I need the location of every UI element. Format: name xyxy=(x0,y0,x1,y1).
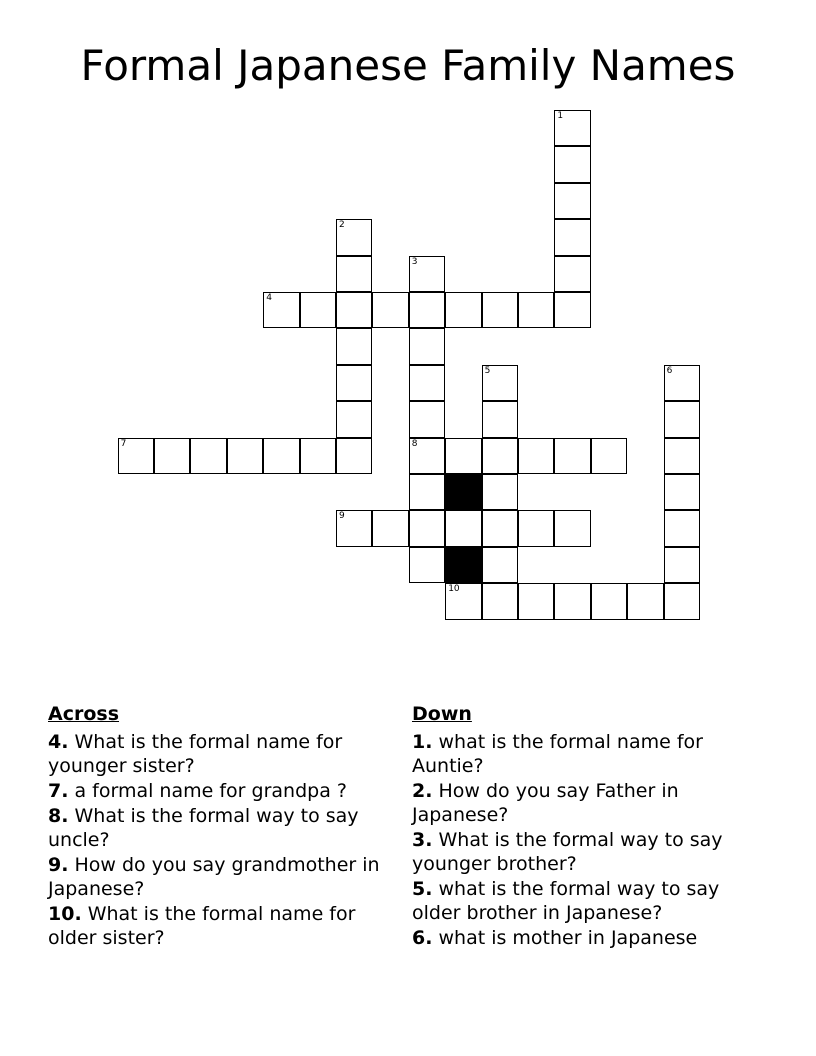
cell-number: 4 xyxy=(266,293,272,303)
clue-text: How do you say Father in Japanese? xyxy=(412,780,679,826)
grid-cell[interactable] xyxy=(664,583,700,619)
grid-cell[interactable] xyxy=(627,583,663,619)
clue-number: 8. xyxy=(48,805,69,827)
clue-number: 3. xyxy=(412,829,433,851)
grid-cell[interactable] xyxy=(591,438,627,474)
down-clue xyxy=(412,779,764,827)
grid-cell[interactable] xyxy=(336,365,372,401)
clue-text: what is the formal way to say older brother in Japanese? xyxy=(412,878,720,924)
grid-cell[interactable] xyxy=(554,438,590,474)
across-clue xyxy=(48,730,400,778)
grid-cell[interactable] xyxy=(554,183,590,219)
grid-cell[interactable] xyxy=(336,292,372,328)
cell-number: 3 xyxy=(411,256,418,267)
grid-cell[interactable] xyxy=(482,474,518,510)
grid-cell[interactable] xyxy=(445,292,481,328)
cell-number: 5 xyxy=(484,365,491,376)
black-cell xyxy=(445,474,481,510)
grid-cell[interactable] xyxy=(482,365,518,401)
grid-cell[interactable] xyxy=(336,401,372,437)
clue-number: 6. xyxy=(412,927,433,949)
grid-cell[interactable] xyxy=(190,438,226,474)
grid-cell[interactable] xyxy=(482,583,518,619)
puzzle-title: Formal Japanese Family Names xyxy=(80,41,736,90)
clue-text: What is the formal way to say uncle? xyxy=(48,805,359,851)
grid-cell[interactable] xyxy=(554,146,590,182)
grid-cell[interactable] xyxy=(372,292,408,328)
grid-cell[interactable] xyxy=(554,219,590,255)
clue-number: 1. xyxy=(412,731,433,753)
across-clue xyxy=(48,804,400,852)
grid-cell[interactable] xyxy=(591,583,627,619)
grid-cell[interactable] xyxy=(227,438,263,474)
grid-cell[interactable] xyxy=(554,256,590,292)
grid-cell[interactable] xyxy=(409,547,445,583)
clue-number: 2. xyxy=(412,780,433,802)
grid-cell[interactable] xyxy=(518,583,554,619)
across-clue xyxy=(48,902,400,950)
clue-text: what is the formal name for Auntie? xyxy=(412,731,703,777)
grid-cell[interactable] xyxy=(482,292,518,328)
grid-cell[interactable] xyxy=(336,510,372,546)
grid-cell[interactable] xyxy=(409,438,445,474)
grid-cell[interactable] xyxy=(409,401,445,437)
grid-cell[interactable] xyxy=(482,401,518,437)
cell-number: 7 xyxy=(120,438,127,449)
grid-cell[interactable] xyxy=(263,438,299,474)
down-clue xyxy=(412,828,764,876)
grid-cell[interactable] xyxy=(664,401,700,437)
down-heading: Down xyxy=(412,703,472,725)
grid-cell[interactable] xyxy=(336,256,372,292)
grid-cell[interactable] xyxy=(445,438,481,474)
clue-text: what is mother in Japanese xyxy=(432,927,698,949)
grid-cell[interactable] xyxy=(409,474,445,510)
cell-number: 6 xyxy=(666,365,673,376)
grid-cell[interactable] xyxy=(482,438,518,474)
clue-text: What is the formal name for younger sister? xyxy=(48,731,343,777)
grid-cell[interactable] xyxy=(263,292,299,328)
down-clue xyxy=(412,877,764,925)
grid-cell[interactable] xyxy=(554,292,590,328)
grid-cell[interactable] xyxy=(664,547,700,583)
clue-number: 5. xyxy=(412,878,433,900)
grid-cell[interactable] xyxy=(154,438,190,474)
black-cell xyxy=(445,547,481,583)
clue-number: 7. xyxy=(48,780,69,802)
grid-cell[interactable] xyxy=(664,510,700,546)
grid-cell[interactable] xyxy=(518,438,554,474)
clue-text: What is the formal way to say younger brother? xyxy=(412,829,723,875)
grid-cell[interactable] xyxy=(554,510,590,546)
cell-number: 10 xyxy=(448,584,460,595)
across-clue xyxy=(48,853,400,901)
grid-cell[interactable] xyxy=(336,438,372,474)
grid-cell[interactable] xyxy=(518,292,554,328)
cell-number: 9 xyxy=(339,511,345,522)
down-clue xyxy=(412,926,764,950)
grid-cell[interactable] xyxy=(336,219,372,255)
grid-cell[interactable] xyxy=(409,328,445,364)
grid-cell[interactable] xyxy=(445,510,481,546)
cell-number: 2 xyxy=(339,220,345,231)
down-clues xyxy=(412,702,764,951)
grid-cell[interactable] xyxy=(409,510,445,546)
grid-cell[interactable] xyxy=(409,256,445,292)
grid-cell[interactable] xyxy=(409,365,445,401)
clue-number: 9. xyxy=(48,854,69,876)
down-clue xyxy=(412,730,764,778)
grid-cell[interactable] xyxy=(409,292,445,328)
grid-cell[interactable] xyxy=(664,365,700,401)
across-clue-list xyxy=(48,730,400,950)
clue-number: 4. xyxy=(48,731,69,753)
grid-cell[interactable] xyxy=(482,510,518,546)
across-clue xyxy=(48,779,400,803)
grid-cell[interactable] xyxy=(482,547,518,583)
grid-cell[interactable] xyxy=(445,583,481,619)
down-clue-list xyxy=(412,730,764,950)
clue-text: How do you say grandmother in Japanese? xyxy=(48,854,380,900)
cell-number: 1 xyxy=(557,111,564,121)
grid-cell[interactable] xyxy=(554,110,590,146)
grid-cell[interactable] xyxy=(300,292,336,328)
grid-cell[interactable] xyxy=(118,438,154,474)
grid-cell[interactable] xyxy=(664,438,700,474)
clue-text: a formal name for grandpa ? xyxy=(68,780,347,802)
clue-number: 10. xyxy=(48,903,82,925)
grid-cell[interactable] xyxy=(664,474,700,510)
across-heading: Across xyxy=(48,703,120,725)
cell-number: 8 xyxy=(411,438,418,449)
grid-cell[interactable] xyxy=(336,328,372,364)
grid-cell[interactable] xyxy=(300,438,336,474)
grid-cell[interactable] xyxy=(554,583,590,619)
grid-cell[interactable] xyxy=(518,510,554,546)
clue-text: What is the formal name for older sister? xyxy=(48,903,356,949)
across-clues xyxy=(48,702,400,951)
grid-cell[interactable] xyxy=(372,510,408,546)
